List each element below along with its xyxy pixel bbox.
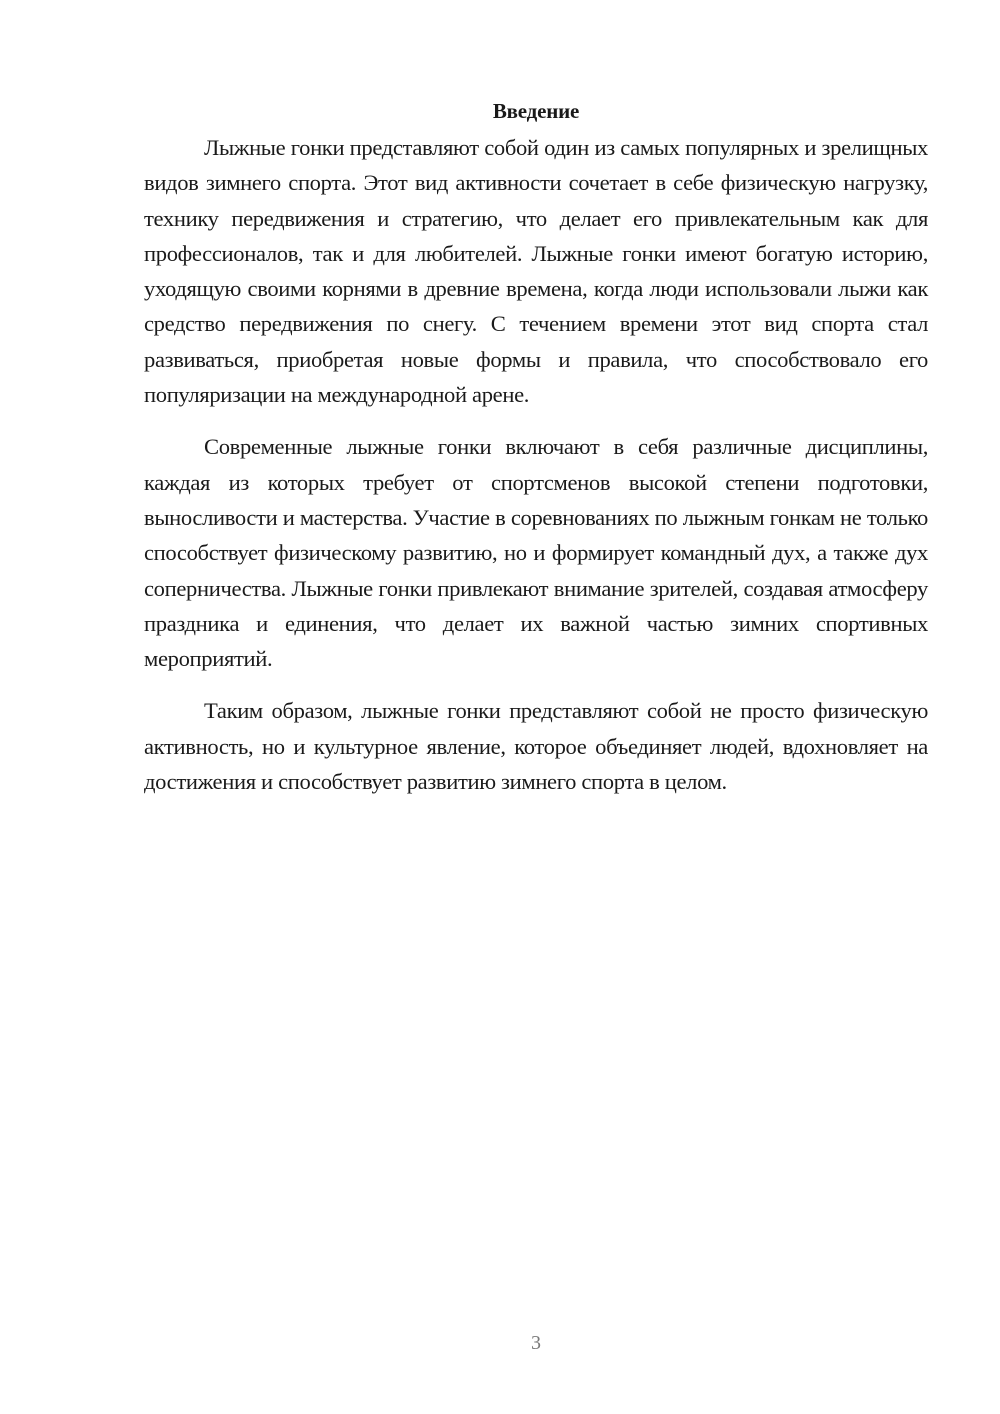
page-number: 3	[531, 1332, 541, 1354]
paragraph-2: Современные лыжные гонки включают в себя различные дисциплины, каждая из которых требует от спортсменов высокой степени подготовки, выносливости и мастерства. Участие в соревнованиях по лыжным гонкам не только способствует физическому развитию, но и формирует командный дух, а также дух соперничества. Лыжные гонки привлекают внимание зрителей, создавая атмосферу праздника и единения, что делает их важной частью зимних спортивных мероприятий.	[144, 434, 928, 672]
page-content	[144, 96, 928, 816]
paragraph-1: Лыжные гонки представляют собой один из самых популярных и зрелищных видов зимнего спорта. Этот вид активности сочетает в себе физическую нагрузку, технику передвижения и стратегию, что делает его привлекательным как для профессионалов, так и для любителей. Лыжные гонки имеют богатую историю, уходящую своими корнями в древние времена, когда люди использовали лыжи как средство передвижения по снегу. С течением времени этот вид спорта стал развиваться, приобретая новые формы и правила, что способствовало его популяризации на международной арене.	[144, 135, 928, 408]
section-title: Введение	[492, 99, 580, 123]
paragraph-3: Таким образом, лыжные гонки представляют собой не просто физическую активность, но и культурное явление, которое объединяет людей, вдохновляет на достижения и способствует развитию зимнего спорта в целом.	[144, 698, 928, 795]
